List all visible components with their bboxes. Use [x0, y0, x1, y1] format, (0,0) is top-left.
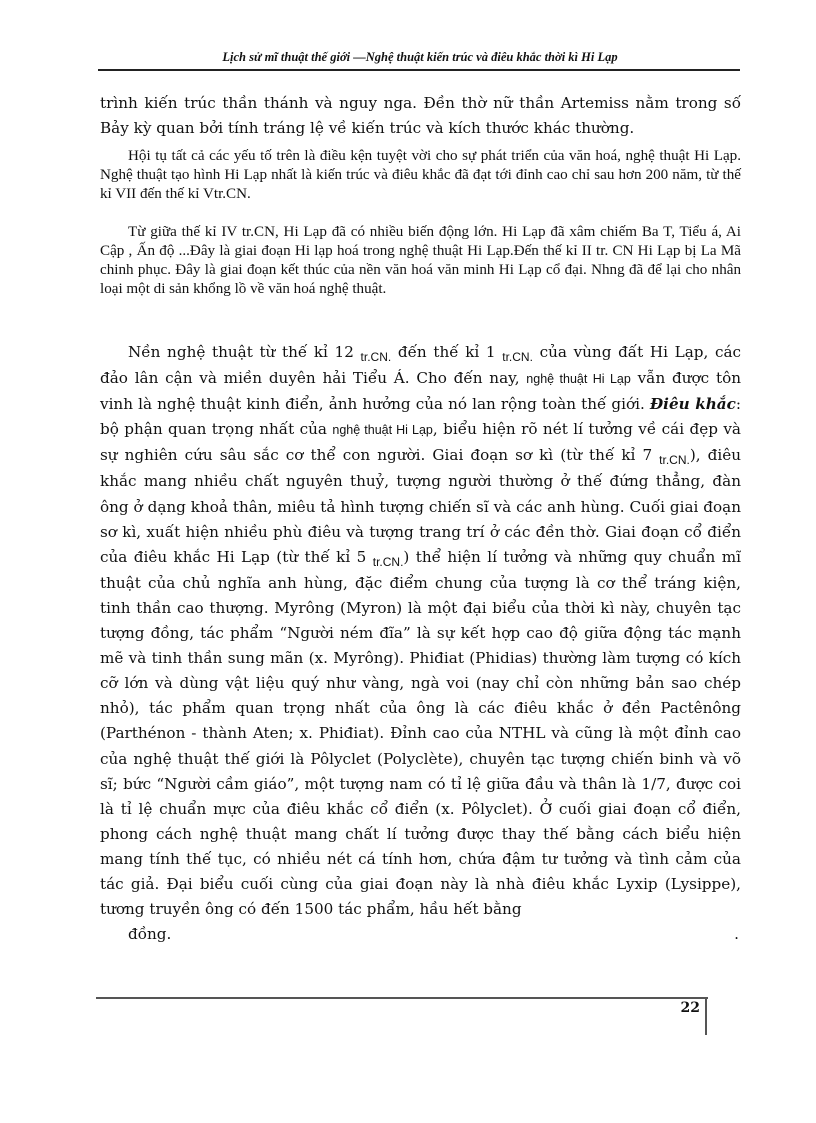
paragraph-cultural-development: Hội tụ tất cả các yếu tố trên là điều kện tuyệt vời cho sự phát triển của văn hoá, nghệ thuật Hi Lạp. Nghệ thuật tạo hình Hi Lạp nhất là kiến trúc và điêu khắc đã đạt tới đỉnh cao chỉ sau hơn 200 năm, từ thế kỉ VII đến thế kỉ Vtr.CN.	[100, 148, 741, 202]
text-run-last: đồng.	[128, 925, 172, 944]
text-run: vẫn được tôn vinh là nghệ thuật kinh điển, ảnh hưởng của nó lan rộng toàn thế giới.	[100, 369, 741, 414]
text-run: Nền nghệ thuật từ thế kỉ 12	[128, 343, 354, 361]
text-run: : bộ phận quan trọng nhất của	[100, 395, 741, 439]
header-rule	[98, 69, 740, 71]
term-greek-art: nghệ thuật Hi Lạp	[332, 423, 433, 438]
text-run: của vùng đất Hi Lạp, các đảo lân cận và miền duyên hải Tiểu Á. Cho đến nay,	[100, 343, 742, 388]
term-greek-art: nghệ thuật Hi Lạp	[526, 372, 631, 387]
era-abbreviation: tr.CN.	[502, 350, 533, 364]
page-number: 22	[680, 1000, 700, 1016]
era-abbreviation: tr.CN.	[360, 350, 392, 364]
footer-rule	[96, 997, 708, 999]
intro-paragraph: trình kiến trúc thần thánh và nguy nga. Đền thờ nữ thần Artemiss nằm trong số Bảy kỳ quan bởi tính tráng lệ về kiến trúc và kích thước khác thường.	[100, 94, 741, 138]
text-run: , biểu hiện rõ nét lí tưởng về cái đẹp và sự nghiên cứu sâu sắc cơ thể con người. Giai đoạn sơ kì (từ thế kỉ 7	[100, 420, 741, 465]
paragraph-hellenistic-period: Từ giữa thế kỉ IV tr.CN, Hi Lạp đã có nhiều biến động lớn. Hi Lạp đã xâm chiếm Ba T, Tiểu á, Ai Cập , Ấn độ ...Đây là giai đoạn Hi lạp hoá trong nghệ thuật Hi Lạp.Đến thế kỉ II tr. CN Hi Lạp bị La Mã chinh phục. Đây là giai đoạn kết thúc của nền văn hoá văn minh Hi Lạp cổ đại. Nhng đã để lại cho nhân loại một di sản khổng lồ về văn hoá nghệ thuật.	[100, 224, 741, 297]
text-run: đến thế kỉ 1	[391, 343, 496, 361]
text-run: ), điêu khắc mang nhiều chất nguyên thuỷ, tượng người thường ở thế đứng thẳng, đàn ông ở dạng khoả thân, miêu tả hình tượng chiến sĩ và các anh hùng. Cuối giai đoạn sơ kì, xuất hiện nhiều phù điêu và tượng trang trí ở các đền thờ. Giai đoạn cổ điển của điêu khắc Hi Lạp (từ thế kỉ 5	[100, 446, 741, 566]
era-abbreviation: tr.CN.	[659, 453, 690, 468]
era-abbreviation: tr.CN.	[372, 554, 404, 569]
running-header: Lịch sử mĩ thuật thế giới —Nghệ thuật kiến trúc và điêu khắc thời kì Hi Lạp	[222, 50, 618, 64]
trailing-dot: .	[734, 925, 739, 944]
paragraph-sculpture	[100, 340, 741, 947]
text-run: ) thể hiện lí tưởng và những quy chuẩn mĩ thuật của chủ nghĩa anh hùng, đặc điểm chung của tượng là cơ thể tráng kiện, tinh thần cao thượng. Myrông (Myron) là một đại biểu của thời kì này, chuyên tạc tượng đồng, tác phẩm “Người ném đĩa” là sự kết hợp cao độ giữa động tác mạnh mẽ và tinh thần sung mãn (x. Myrông). Phiđiat (Phidias) thường làm tượng có kích cỡ lớn và dùng vật liệu quý như vàng, ngà voi (nay chỉ còn những bản sao chép nhỏ), tác phẩm quan trọng nhất của ông là các điêu khắc ở đền Pactênông (Parthénon - thành Aten; x. Phiđiat). Đỉnh cao của NTHL và cũng là một đỉnh cao của nghệ thuật thế giới là Pôlyclet (Polyclète), chuyên tạc tượng chiến binh và võ sĩ; bức “Người cầm giáo”, một tượng nam có tỉ lệ giữa đầu và thân là 1/7, được coi là tỉ lệ chuẩn mực của điêu khắc cổ điển (x. Pôlyclet). Ở cuối giai đoạn cổ điển, phong cách nghệ thuật mang chất lí tưởng được thay thế bằng cách biểu hiện mang tính thế tục, có nhiều nét cá tính hơn, chứa đậm tư tưởng và tình cảm của tác giả. Đại biểu cuối cùng của giai đoạn này là nhà điêu khắc Lyxip (Lysippe), tương truyền ông có đến 1500 tác phẩm, hầu hết bằng	[100, 547, 741, 919]
footer-vertical-rule	[705, 997, 707, 1035]
term-sculpture: Điêu khắc	[649, 395, 736, 414]
